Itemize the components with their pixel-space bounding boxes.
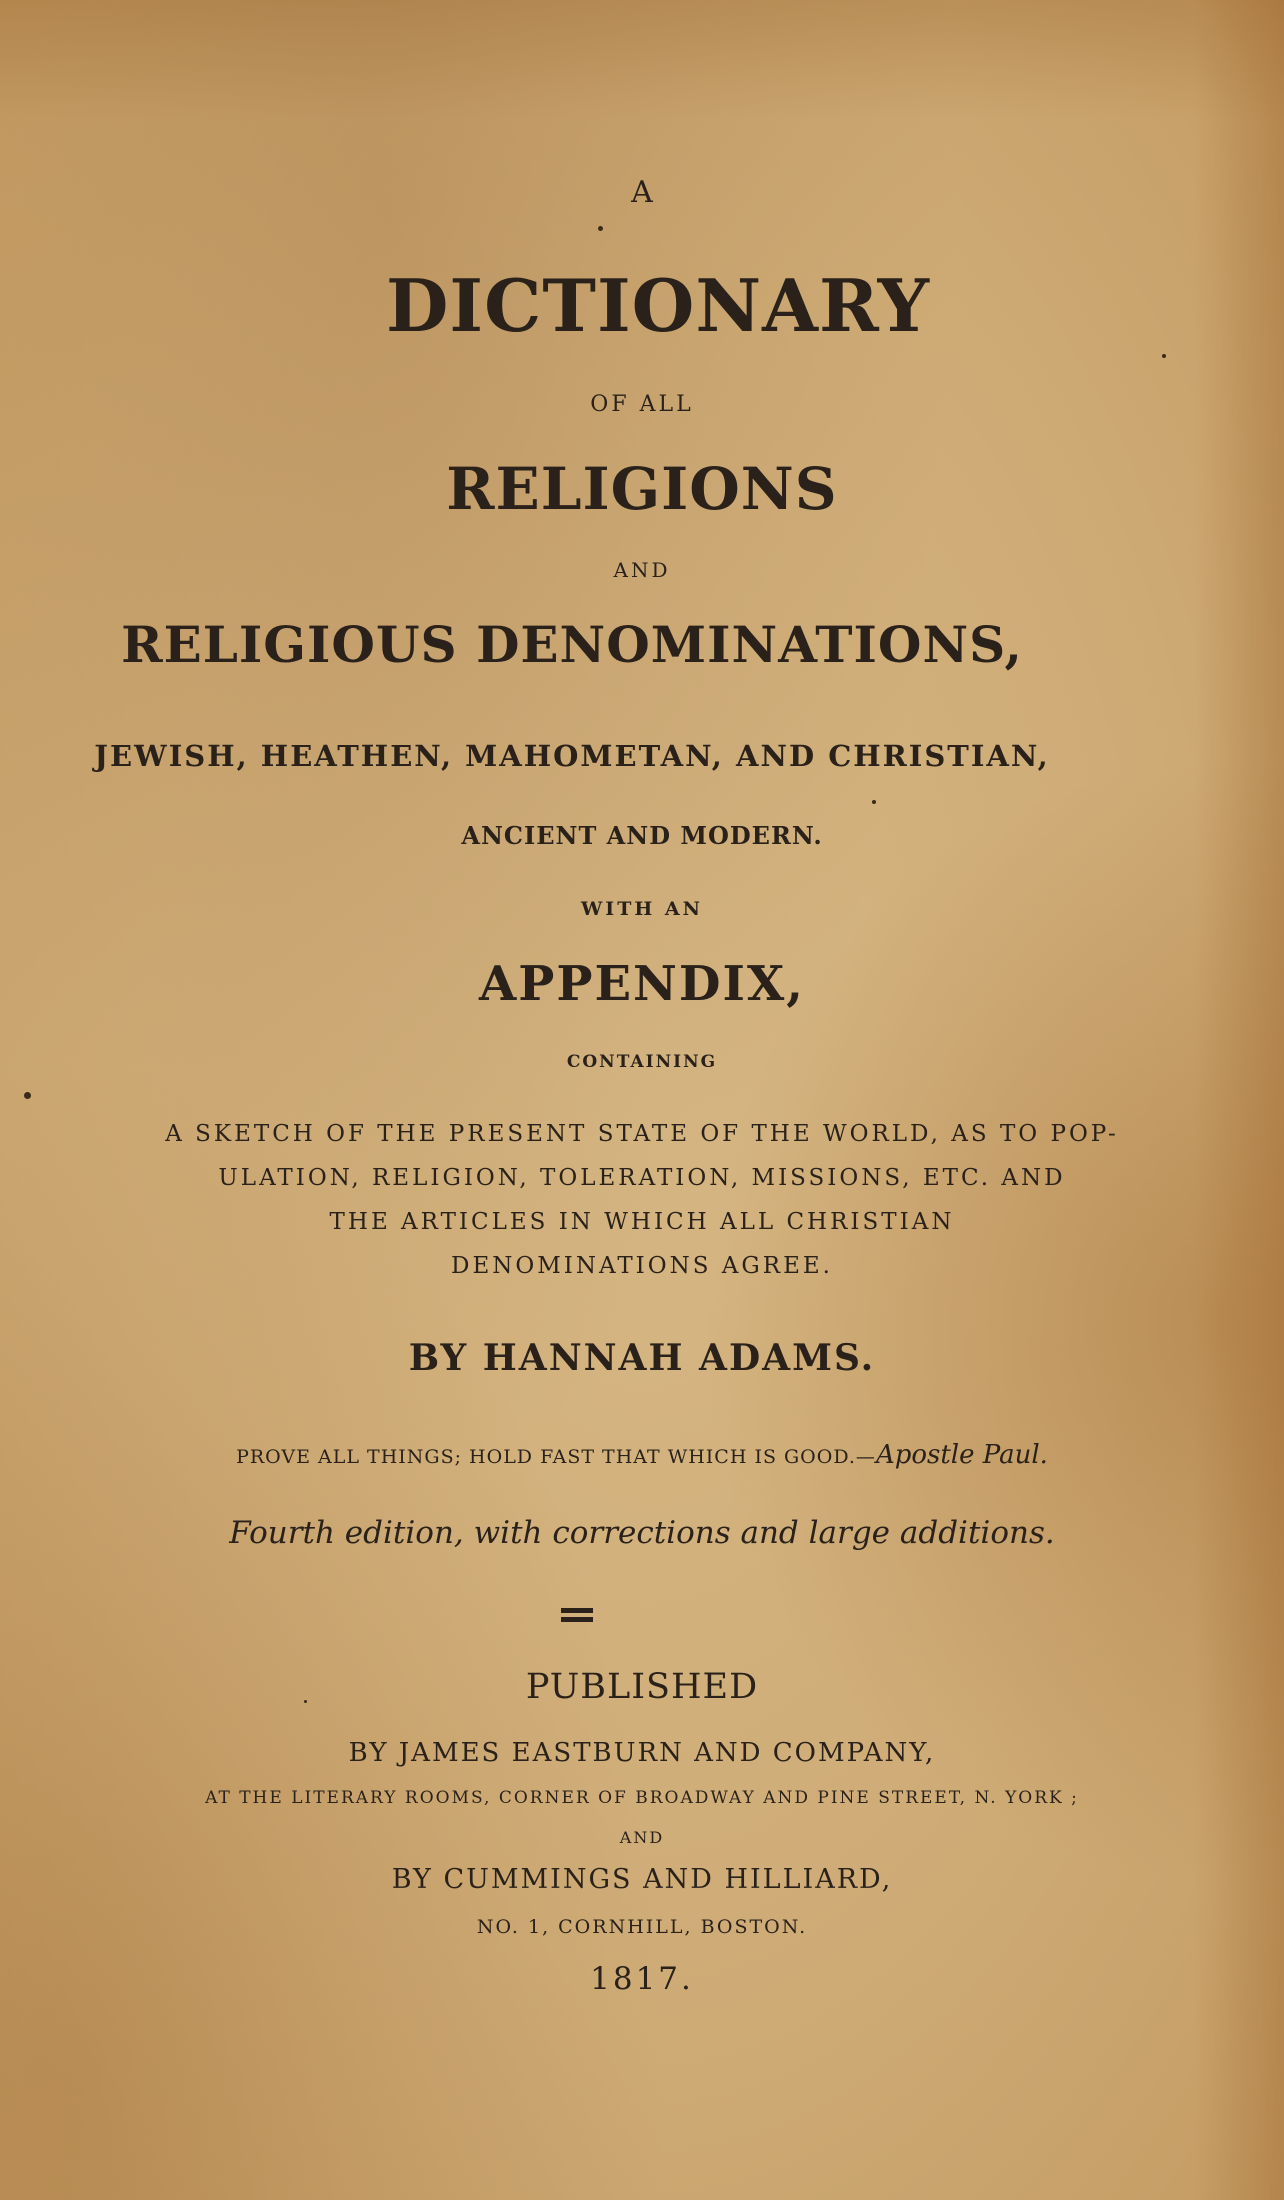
title-of-all: OF ALL <box>590 392 694 417</box>
subtitle-appendix: APPENDIX, <box>479 956 805 1012</box>
subtitle-ancient-modern: ANCIENT AND MODERN. <box>461 821 823 850</box>
title-religions: RELIGIONS <box>446 455 838 523</box>
publisher-eastburn: BY JAMES EASTBURN AND COMPANY, <box>348 1738 936 1768</box>
subtitle-containing: CONTAINING <box>566 1052 718 1072</box>
ink-speck <box>304 1700 307 1703</box>
subtitle-with-an: WITH AN <box>580 898 704 920</box>
epigraph-attribution: Apostle Paul. <box>875 1440 1048 1470</box>
edition-note: Fourth edition, with corrections and large additions. <box>229 1515 1055 1551</box>
subtitle-faiths: JEWISH, HEATHEN, MAHOMETAN, AND CHRISTIAN, <box>94 739 1050 773</box>
double-rule-divider <box>561 1608 593 1622</box>
publisher-cummings-address: NO. 1, CORNHILL, BOSTON. <box>476 1916 808 1938</box>
ink-speck <box>24 1092 31 1099</box>
published-heading: PUBLISHED <box>525 1667 759 1707</box>
appendix-description-line: A SKETCH OF THE PRESENT STATE OF THE WORLD, AS TO POP- <box>165 1121 1119 1147</box>
ink-speck <box>598 226 603 231</box>
epigraph-text: PROVE ALL THINGS; HOLD FAST THAT WHICH IS GOOD.— <box>236 1446 876 1468</box>
publication-year: 1817. <box>590 1961 694 1997</box>
title-religious-denominations: RELIGIOUS DENOMINATIONS, <box>121 615 1023 674</box>
ink-speck <box>872 800 876 804</box>
author-line: BY HANNAH ADAMS. <box>408 1337 876 1379</box>
appendix-description-line: THE ARTICLES IN WHICH ALL CHRISTIAN <box>329 1209 955 1235</box>
title-dictionary: DICTIONARY <box>385 263 931 348</box>
appendix-description-line: DENOMINATIONS AGREE. <box>451 1253 833 1279</box>
epigraph <box>0 1442 1284 1468</box>
paper-stain-top <box>0 0 1284 120</box>
ink-speck <box>1162 354 1166 358</box>
title-and: AND <box>613 558 671 582</box>
appendix-description <box>0 1112 1284 1288</box>
appendix-description-line: ULATION, RELIGION, TOLERATION, MISSIONS, ETC. AND <box>218 1165 1066 1191</box>
publisher-cummings: BY CUMMINGS AND HILLIARD, <box>391 1864 893 1895</box>
publisher-eastburn-address: AT THE LITERARY ROOMS, CORNER OF BROADWAY AND PINE STREET, N. YORK ; <box>205 1788 1079 1808</box>
publisher-and: AND <box>619 1828 665 1847</box>
article-a: A <box>631 175 653 210</box>
